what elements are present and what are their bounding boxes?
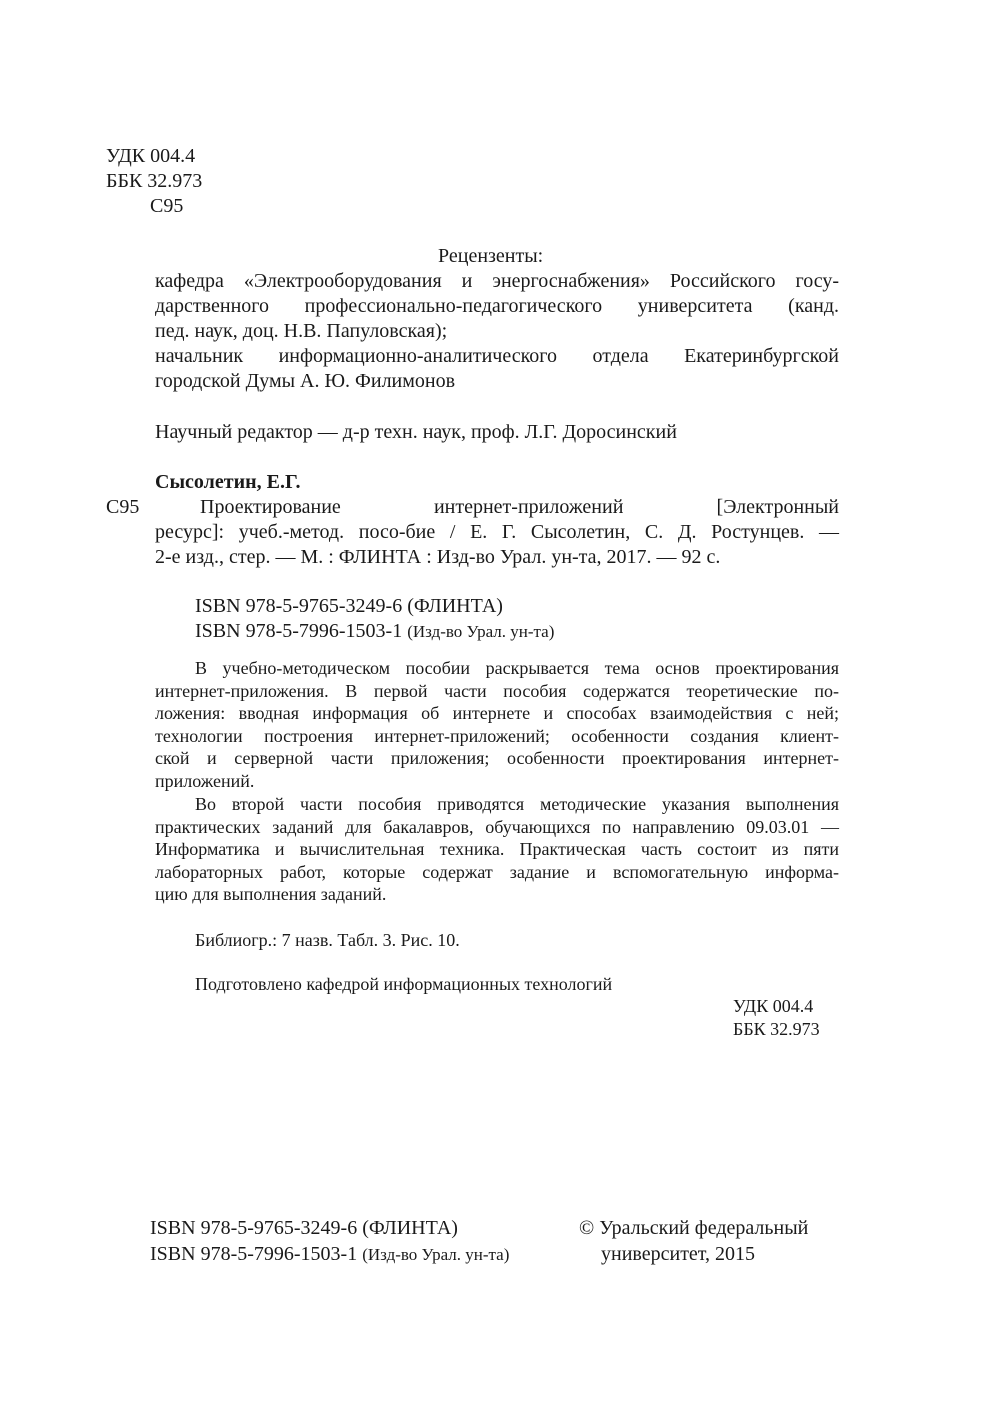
copyright-line-1: © Уральский федеральный <box>579 1217 809 1239</box>
bbk-code: ББК 32.973 <box>106 170 203 192</box>
record-line: ресурс]: учеб.-метод. посо-бие / Е. Г. Сысолетин, С. Д. Ростунцев. — <box>155 521 839 543</box>
isbn-number: ISBN 978-5-7996-1503-1 <box>150 1243 358 1265</box>
record-mark: С95 <box>106 496 140 518</box>
abstract-line: приложений. <box>155 770 255 791</box>
abstract-paragraph-2 <box>155 793 839 906</box>
udk-code: УДК 004.4 <box>106 145 196 167</box>
abstract-line: ложения: вводная информация об интернете и способах взаимодействия с ней; <box>155 703 839 724</box>
reviewers-line: пед. наук, доц. Н.В. Папуловская); <box>155 320 448 342</box>
record-isbn-urfu <box>195 619 554 644</box>
footer-isbn-flinta: ISBN 978-5-9765-3249-6 (ФЛИНТА) <box>150 1217 458 1239</box>
record-description-cont <box>155 520 839 570</box>
reviewers-line: начальник информационно-аналитического отдела Екатеринбургской <box>155 345 839 367</box>
isbn-number: ISBN 978-5-7996-1503-1 <box>195 620 403 642</box>
udk-code-bottom: УДК 004.4 <box>733 996 814 1016</box>
record-line: Проектирование интернет-приложений [Электронный <box>200 496 839 518</box>
bbk-code-bottom: ББК 32.973 <box>733 1019 820 1039</box>
copyright-line-2: университет, 2015 <box>601 1243 756 1265</box>
scientific-editor: Научный редактор — д-р техн. наук, проф. Л.Г. Доросинский <box>155 421 677 443</box>
abstract-line: интернет-приложения. В первой части пособия содержатся теоретические по- <box>155 680 839 701</box>
abstract-line: Информатика и вычислительная техника. Практическая часть состоит из пяти <box>155 839 839 860</box>
abstract-line: технологии построения интернет-приложений; особенности создания клиент- <box>155 725 839 746</box>
bibliography-note: Библиогр.: 7 назв. Табл. 3. Рис. 10. <box>195 930 460 950</box>
abstract-line: цию для выполнения заданий. <box>155 884 387 905</box>
isbn-publisher: (Изд-во Урал. ун-та) <box>407 622 555 641</box>
reviewers-list <box>155 269 839 394</box>
reviewers-line: дарственного профессионально-педагогического университета (канд. <box>155 295 839 317</box>
prepared-by: Подготовлено кафедрой информационных технологий <box>195 974 613 994</box>
record-author: Сысолетин, Е.Г. <box>155 471 301 493</box>
abstract-paragraph-1 <box>155 657 839 793</box>
reviewers-line: городской Думы А. Ю. Филимонов <box>155 370 456 392</box>
record-description <box>155 495 839 520</box>
author-mark: С95 <box>150 195 184 217</box>
reviewers-line: кафедра «Электрооборудования и энергоснабжения» Российского госу- <box>155 270 839 292</box>
abstract-line: ской и серверной части приложения; особенности проектирования интернет- <box>155 748 839 769</box>
abstract-line: лабораторных работ, которые содержат задание и вспомогательную информа- <box>155 861 839 882</box>
record-isbn-flinta: ISBN 978-5-9765-3249-6 (ФЛИНТА) <box>195 595 503 617</box>
reviewers-heading: Рецензенты: <box>438 245 544 267</box>
footer-isbn-urfu <box>150 1242 509 1267</box>
abstract-line: В учебно-методическом пособии раскрывается тема основ проектирования <box>195 658 839 678</box>
isbn-publisher: (Изд-во Урал. ун-та) <box>362 1245 510 1264</box>
abstract-line: Во второй части пособия приводятся методические указания выполнения <box>195 794 839 814</box>
abstract-line: практических заданий для бакалавров, обучающихся по направлению 09.03.01 — <box>155 816 839 837</box>
record-line: 2-е изд., стер. — М. : ФЛИНТА : Изд-во Урал. ун-та, 2017. — 92 с. <box>155 546 721 568</box>
